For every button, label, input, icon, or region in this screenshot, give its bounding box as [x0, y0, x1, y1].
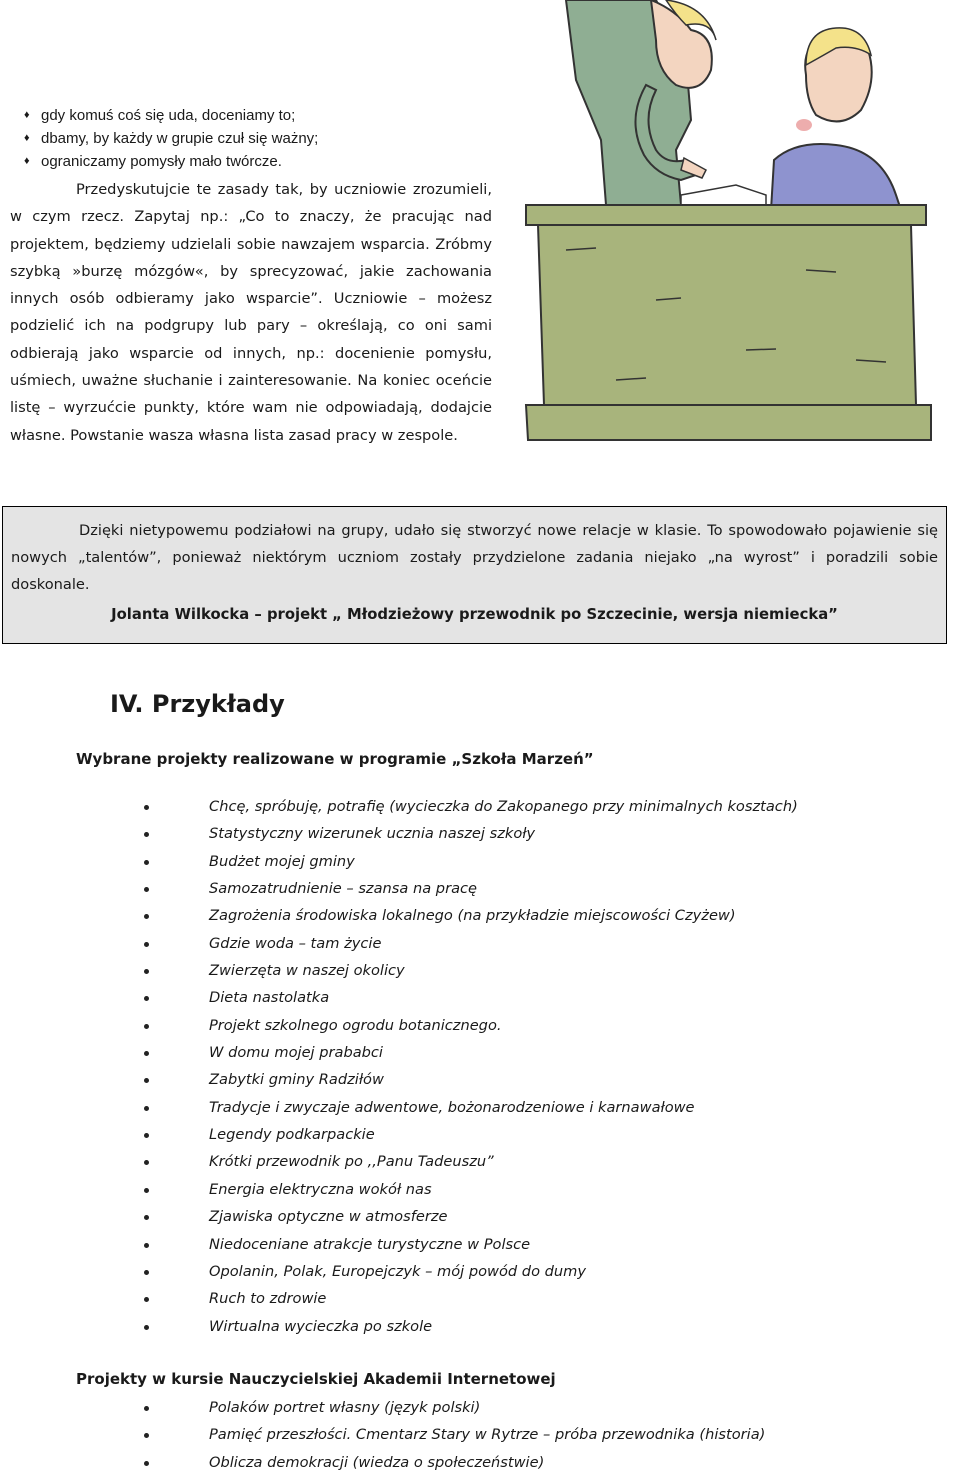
teacher-student-illustration: [506, 0, 954, 450]
top-bullet-item: ♦ gdy komuś coś się uda, doceniamy to;: [24, 104, 504, 127]
top-bullet-item: ♦ dbamy, by każdy w grupie czuł się ważny;: [24, 127, 504, 150]
projects-list: [0, 793, 960, 1340]
list-item: Pamięć przeszłości. Cmentarz Stary w Rytrze – próba przewodnika (historia): [0, 1421, 960, 1448]
teacher-figure: [566, 0, 716, 205]
projects-list-2: [0, 1394, 960, 1476]
list-item: Polaków portret własny (język polski): [0, 1394, 960, 1421]
list-item: Wirtualna wycieczka po szkole: [0, 1313, 960, 1340]
list-item: Niedoceniane atrakcje turystyczne w Polsce: [0, 1231, 960, 1258]
list-item: Zabytki gminy Radziłów: [0, 1066, 960, 1093]
desk: [526, 205, 931, 440]
top-bullet-list: [24, 104, 504, 173]
list-item: Energia elektryczna wokół nas: [0, 1176, 960, 1203]
quote-box: [2, 506, 947, 644]
student-figure: [771, 28, 901, 210]
top-bullet-item: ♦ ograniczamy pomysły mało twórcze.: [24, 150, 504, 173]
list-item: Dieta nastolatka: [0, 984, 960, 1011]
list-item: Zjawiska optyczne w atmosferze: [0, 1203, 960, 1230]
list-item: Chcę, spróbuję, potrafię (wycieczka do Zakopanego przy minimalnych kosztach): [0, 793, 960, 820]
intro-paragraph: Przedyskutujcie te zasady tak, by uczniowie zrozumieli, w czym rzecz. Zapytaj np.: „Co to znaczy, że pracując nad projektem, będziemy udzielali sobie nawzajem wsparcia. Zróbmy szybką »burzę mózgów«, by sprecyzować, jakie zachowania innych osób odbieramy jako wsparcie”. Uczniowie – możesz podzielić ich na podgrupy lub pary – określają, co oni sami odbierają jako wsparcie od innych, np.: docenienie pomysłu, uśmiech, uważne słuchanie i zainteresowanie. Na koniec oceńcie listę – wyrzućcie punkty, które wam nie odpowiadają, dodajcie własne. Powstanie wasza własna lista zasad pracy w zespole.: [10, 181, 492, 444]
list-item: Samozatrudnienie – szansa na pracę: [0, 875, 960, 902]
section-title: IV. Przykłady: [110, 690, 285, 718]
list-item: Gdzie woda – tam życie: [0, 930, 960, 957]
subsection-title-2: Projekty w kursie Nauczycielskiej Akademii Internetowej: [76, 1370, 556, 1388]
list-item: Ruch to zdrowie: [0, 1285, 960, 1312]
subsection-title: Wybrane projekty realizowane w programie „Szkoła Marzeń”: [76, 750, 594, 768]
quote-text: Dzięki nietypowemu podziałowi na grupy, udało się stworzyć nowe relacje w klasie. To spowodowało pojawienie się nowych „talentów”, ponieważ niektórym uczniom zostały przydzielone zadania niejako „na wyrost” i poradzili sobie doskonale.: [11, 522, 938, 593]
list-item: W domu mojej prababci: [0, 1039, 960, 1066]
list-item: Oblicza demokracji (wiedza o społeczeństwie): [0, 1449, 960, 1476]
list-item: Legendy podkarpackie: [0, 1121, 960, 1148]
list-item: Zwierzęta w naszej okolicy: [0, 957, 960, 984]
list-item: Budżet mojej gminy: [0, 848, 960, 875]
list-item: Projekt szkolnego ogrodu botanicznego.: [0, 1012, 960, 1039]
list-item: Zagrożenia środowiska lokalnego (na przykładzie miejscowości Czyżew): [0, 902, 960, 929]
list-item: Tradycje i zwyczaje adwentowe, bożonarodzeniowe i karnawałowe: [0, 1094, 960, 1121]
quote-source: Jolanta Wilkocka – projekt „ Młodzieżowy przewodnik po Szczecinie, wersja niemiecka”: [111, 606, 838, 623]
list-item: Krótki przewodnik po ,,Panu Tadeuszu”: [0, 1148, 960, 1175]
list-item: Opolanin, Polak, Europejczyk – mój powód do dumy: [0, 1258, 960, 1285]
list-item: Statystyczny wizerunek ucznia naszej szkoły: [0, 820, 960, 847]
